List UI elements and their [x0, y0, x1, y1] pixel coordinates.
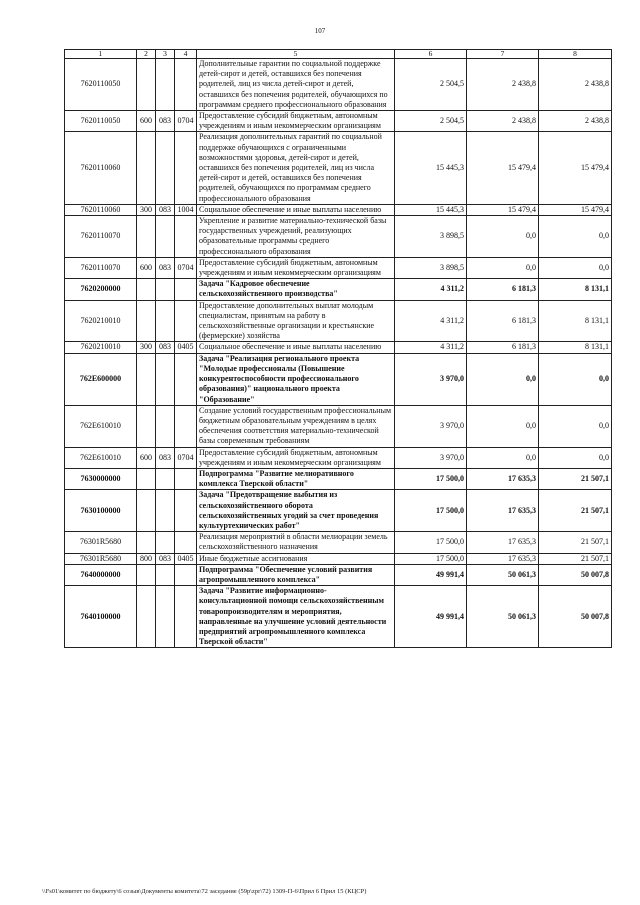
name-cell: Задача "Предотвращение выбытия из сельскохозяйственного оборота сельскохозяйственных угодий за счет проведения культуртехнических работ": [197, 490, 395, 532]
code-cell: 7620110070: [65, 216, 137, 258]
department-cell: [156, 279, 175, 300]
budget-table: [64, 49, 612, 648]
subsection-cell: [175, 353, 197, 405]
amount-2021-cell: 15 479,4: [539, 204, 612, 215]
amount-2021-cell: 21 507,1: [539, 468, 612, 489]
amount-2019-cell: 49 991,4: [395, 564, 467, 585]
amount-2020-cell: 50 061,3: [467, 586, 539, 648]
section-cell: [137, 216, 156, 258]
amount-2020-cell: 0,0: [467, 216, 539, 258]
amount-2019-cell: 2 504,5: [395, 59, 467, 111]
subsection-cell: 0405: [175, 342, 197, 353]
amount-2019-cell: 3 970,0: [395, 405, 467, 447]
table-row: [65, 279, 612, 300]
subsection-cell: [175, 564, 197, 585]
name-cell: Задача "Развитие информационно-консультационной помощи сельскохозяйственным товаропроизводителям и мероприятия, направленные на улучшение условий деятельности предприятий агропромышленного комплекса Тверской области": [197, 586, 395, 648]
amount-2021-cell: 0,0: [539, 257, 612, 278]
department-cell: [156, 586, 175, 648]
name-cell: Подпрограмма "Обеспечение условий развития агропромышленного комплекса": [197, 564, 395, 585]
department-cell: [156, 353, 175, 405]
page-number: 107: [314, 27, 326, 35]
header-cell: 5: [197, 50, 395, 59]
amount-2020-cell: 0,0: [467, 447, 539, 468]
amount-2019-cell: 17 500,0: [395, 468, 467, 489]
header-row: [65, 50, 612, 59]
amount-2019-cell: 4 311,2: [395, 279, 467, 300]
amount-2021-cell: 0,0: [539, 216, 612, 258]
amount-2019-cell: 4 311,2: [395, 300, 467, 342]
amount-2020-cell: 6 181,3: [467, 342, 539, 353]
amount-2021-cell: 0,0: [539, 405, 612, 447]
amount-2020-cell: 15 479,4: [467, 132, 539, 204]
code-cell: 7640000000: [65, 564, 137, 585]
amount-2020-cell: 17 635,3: [467, 532, 539, 553]
name-cell: Социальное обеспечение и иные выплаты населению: [197, 204, 395, 215]
header-cell: 7: [467, 50, 539, 59]
section-cell: [137, 468, 156, 489]
header-cell: 2: [137, 50, 156, 59]
section-cell: 600: [137, 111, 156, 132]
table-row: [65, 490, 612, 532]
amount-2019-cell: 17 500,0: [395, 553, 467, 564]
table-row: [65, 447, 612, 468]
name-cell: Предоставление дополнительных выплат молодым специалистам, принятым на работу в сельскохозяйственные организации и крестьянские (фермерские) хозяйства: [197, 300, 395, 342]
name-cell: Создание условий государственным профессиональным бюджетным образовательным учреждениям в целях обеспечения соответствия материально-технической базы современным требованиям: [197, 405, 395, 447]
file-path-footer: \\Fs01\комитет по бюджету\6 созыв\Документы комитета\72 заседание (59р\zpr\72) 1309-П-6\Прил 6 Прил 15 (КЦСР): [42, 888, 367, 895]
amount-2020-cell: 0,0: [467, 405, 539, 447]
code-cell: 7620200000: [65, 279, 137, 300]
code-cell: 7620110060: [65, 132, 137, 204]
section-cell: [137, 353, 156, 405]
name-cell: Задача "Реализация регионального проекта "Молодые профессионалы (Повышение конкурентоспособности профессионального образования)" национального проекта "Образование": [197, 353, 395, 405]
amount-2019-cell: 49 991,4: [395, 586, 467, 648]
amount-2020-cell: 6 181,3: [467, 300, 539, 342]
section-cell: [137, 59, 156, 111]
subsection-cell: [175, 586, 197, 648]
subsection-cell: 0704: [175, 111, 197, 132]
subsection-cell: [175, 532, 197, 553]
amount-2021-cell: 2 438,8: [539, 59, 612, 111]
code-cell: 7620110060: [65, 204, 137, 215]
amount-2021-cell: 2 438,8: [539, 111, 612, 132]
department-cell: [156, 59, 175, 111]
subsection-cell: [175, 132, 197, 204]
amount-2020-cell: 17 635,3: [467, 468, 539, 489]
section-cell: 300: [137, 204, 156, 215]
name-cell: Социальное обеспечение и иные выплаты населению: [197, 342, 395, 353]
department-cell: [156, 468, 175, 489]
code-cell: 7630000000: [65, 468, 137, 489]
amount-2020-cell: 50 061,3: [467, 564, 539, 585]
code-cell: 762E600000: [65, 353, 137, 405]
section-cell: [137, 132, 156, 204]
code-cell: 7620110050: [65, 59, 137, 111]
amount-2021-cell: 8 131,1: [539, 342, 612, 353]
department-cell: 083: [156, 447, 175, 468]
header-cell: 1: [65, 50, 137, 59]
subsection-cell: 1004: [175, 204, 197, 215]
section-cell: 300: [137, 342, 156, 353]
amount-2021-cell: 8 131,1: [539, 279, 612, 300]
department-cell: 083: [156, 111, 175, 132]
name-cell: Иные бюджетные ассигнования: [197, 553, 395, 564]
name-cell: Предоставление субсидий бюджетным, автономным учреждениям и иным некоммерческим организациям: [197, 257, 395, 278]
amount-2021-cell: 15 479,4: [539, 132, 612, 204]
header-cell: 3: [156, 50, 175, 59]
department-cell: [156, 564, 175, 585]
amount-2019-cell: 3 970,0: [395, 447, 467, 468]
code-cell: 762E610010: [65, 405, 137, 447]
section-cell: [137, 490, 156, 532]
name-cell: Реализация мероприятий в области мелиорации земель сельскохозяйственного назначения: [197, 532, 395, 553]
section-cell: [137, 300, 156, 342]
amount-2021-cell: 50 007,8: [539, 564, 612, 585]
amount-2021-cell: 0,0: [539, 447, 612, 468]
department-cell: [156, 132, 175, 204]
subsection-cell: 0704: [175, 257, 197, 278]
amount-2019-cell: 3 898,5: [395, 257, 467, 278]
amount-2020-cell: 15 479,4: [467, 204, 539, 215]
name-cell: Реализация дополнительных гарантий по социальной поддержке обучающихся с ограниченными возможностями здоровья, детей-сирот и детей, оставшихся без попечения родителей, лиц из числа детей-сирот и детей, оставшихся без попечения родителей, обучающихся по программам среднего профессионального образования: [197, 132, 395, 204]
amount-2019-cell: 2 504,5: [395, 111, 467, 132]
code-cell: 7640100000: [65, 586, 137, 648]
amount-2019-cell: 17 500,0: [395, 532, 467, 553]
amount-2020-cell: 0,0: [467, 353, 539, 405]
table-row: [65, 204, 612, 215]
table-row: [65, 59, 612, 111]
subsection-cell: [175, 300, 197, 342]
subsection-cell: [175, 279, 197, 300]
section-cell: [137, 405, 156, 447]
subsection-cell: [175, 216, 197, 258]
amount-2019-cell: 3 970,0: [395, 353, 467, 405]
header-cell: 8: [539, 50, 612, 59]
code-cell: 76301R5680: [65, 532, 137, 553]
amount-2021-cell: 8 131,1: [539, 300, 612, 342]
department-cell: [156, 300, 175, 342]
department-cell: [156, 216, 175, 258]
table-row: [65, 342, 612, 353]
section-cell: [137, 532, 156, 553]
amount-2020-cell: 2 438,8: [467, 59, 539, 111]
table-row: [65, 586, 612, 648]
section-cell: 800: [137, 553, 156, 564]
amount-2019-cell: 4 311,2: [395, 342, 467, 353]
amount-2021-cell: 0,0: [539, 353, 612, 405]
amount-2020-cell: 17 635,3: [467, 553, 539, 564]
code-cell: 7620110050: [65, 111, 137, 132]
subsection-cell: [175, 490, 197, 532]
table-row: [65, 257, 612, 278]
subsection-cell: [175, 405, 197, 447]
amount-2019-cell: 17 500,0: [395, 490, 467, 532]
amount-2021-cell: 21 507,1: [539, 553, 612, 564]
name-cell: Укрепление и развитие материально-технической базы государственных учреждений, реализующих образовательные программы среднего профессионального образования: [197, 216, 395, 258]
name-cell: Предоставление субсидий бюджетным, автономным учреждениям и иным некоммерческим организациям: [197, 447, 395, 468]
table-row: [65, 300, 612, 342]
amount-2021-cell: 21 507,1: [539, 490, 612, 532]
subsection-cell: [175, 59, 197, 111]
code-cell: 7620210010: [65, 300, 137, 342]
department-cell: 083: [156, 257, 175, 278]
header-cell: 6: [395, 50, 467, 59]
department-cell: 083: [156, 204, 175, 215]
department-cell: [156, 405, 175, 447]
table-row: [65, 353, 612, 405]
department-cell: [156, 490, 175, 532]
section-cell: [137, 279, 156, 300]
subsection-cell: [175, 468, 197, 489]
table-row: [65, 111, 612, 132]
table-row: [65, 532, 612, 553]
department-cell: 083: [156, 342, 175, 353]
section-cell: [137, 564, 156, 585]
table-row: [65, 405, 612, 447]
name-cell: Подпрограмма "Развитие мелиоративного комплекса Тверской области": [197, 468, 395, 489]
code-cell: 762E610010: [65, 447, 137, 468]
code-cell: 76301R5680: [65, 553, 137, 564]
amount-2019-cell: 3 898,5: [395, 216, 467, 258]
amount-2020-cell: 17 635,3: [467, 490, 539, 532]
table-row: [65, 216, 612, 258]
table-row: [65, 564, 612, 585]
amount-2021-cell: 21 507,1: [539, 532, 612, 553]
name-cell: Задача "Кадровое обеспечение сельскохозяйственного производства": [197, 279, 395, 300]
table-row: [65, 468, 612, 489]
header-cell: 4: [175, 50, 197, 59]
amount-2019-cell: 15 445,3: [395, 132, 467, 204]
name-cell: Дополнительные гарантии по социальной поддержке детей-сирот и детей, оставшихся без попечения родителей, лиц из числа детей-сирот и детей, оставшихся без попечения родителей, обучающихся по программам среднего профессионального образования: [197, 59, 395, 111]
amount-2021-cell: 50 007,8: [539, 586, 612, 648]
department-cell: [156, 532, 175, 553]
amount-2020-cell: 0,0: [467, 257, 539, 278]
amount-2020-cell: 6 181,3: [467, 279, 539, 300]
name-cell: Предоставление субсидий бюджетным, автономным учреждениям и иным некоммерческим организациям: [197, 111, 395, 132]
amount-2019-cell: 15 445,3: [395, 204, 467, 215]
section-cell: 600: [137, 447, 156, 468]
table-row: [65, 553, 612, 564]
section-cell: 600: [137, 257, 156, 278]
code-cell: 7630100000: [65, 490, 137, 532]
subsection-cell: 0405: [175, 553, 197, 564]
table-row: [65, 132, 612, 204]
department-cell: 083: [156, 553, 175, 564]
code-cell: 7620110070: [65, 257, 137, 278]
section-cell: [137, 586, 156, 648]
subsection-cell: 0704: [175, 447, 197, 468]
code-cell: 7620210010: [65, 342, 137, 353]
amount-2020-cell: 2 438,8: [467, 111, 539, 132]
